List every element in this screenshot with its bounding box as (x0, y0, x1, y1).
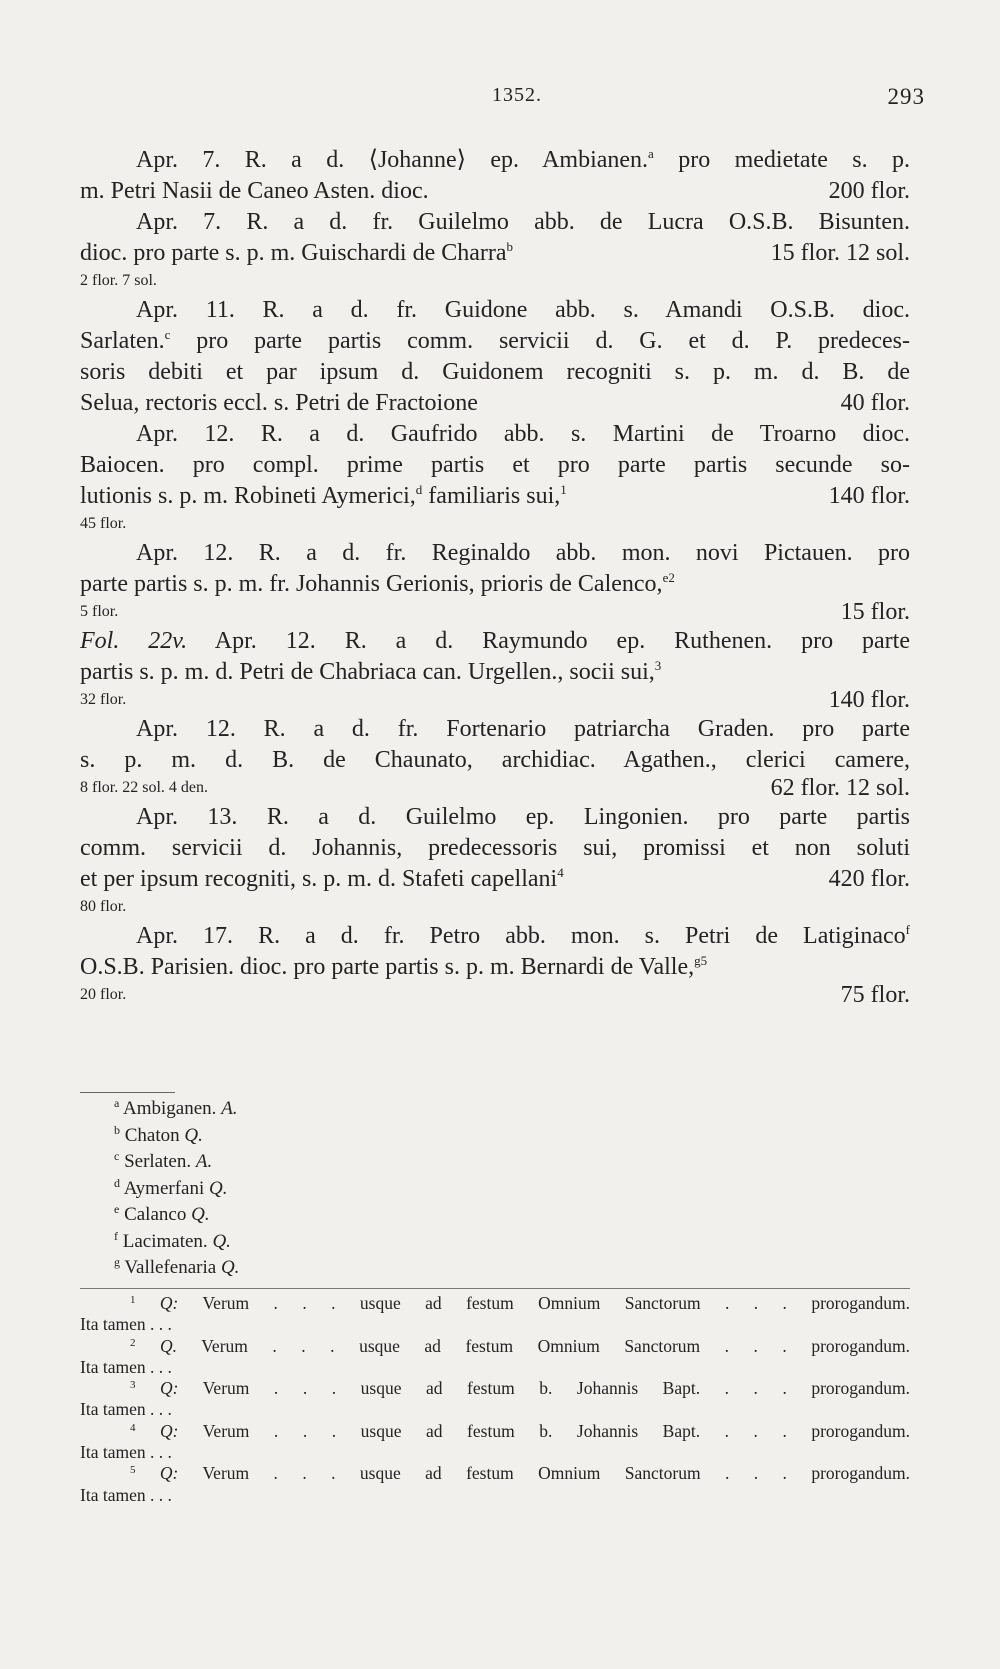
textual-note: $^f$ Lacimaten. Q. (114, 1228, 231, 1252)
footnote: $^5$ Q: Verum . . . usque ad festum Omnium Sanctorum . . . prorogandum. Ita tamen . . . (80, 1463, 910, 1505)
amount: 200 flor. (828, 178, 910, 204)
textual-note: $^d$ Aymerfani Q. (114, 1175, 228, 1199)
ledger-entries (80, 145, 910, 1009)
textual-note: $^e$ Calanco Q. (114, 1202, 210, 1225)
footnote: $^1$ Q: Verum . . . usque ad festum Omnium Sanctorum . . . prorogandum. Ita tamen . . . (80, 1293, 910, 1335)
sub-amount: 8 flor. 22 sol. 4 den. (80, 779, 208, 796)
ledger-entry: Apr. 12. R. a d. Gaufrido abb. s. Martini de Troarno dioc. Baiocen. pro compl. prime partis et pro parte partis secunde so- lutionis s. p. m. Robineti Aymerici,$^d$ familiaris sui,$^1$ 140 flor. 45 flor. (80, 419, 910, 538)
running-header (80, 84, 925, 114)
sub-amount: 2 flor. 7 sol. (80, 272, 157, 289)
amount: 420 flor. (828, 866, 910, 892)
ledger-entry: Apr. 13. R. a d. Guilelmo ep. Lingonien. pro parte partis comm. servicii d. Johannis, predecessoris sui, promissi et non soluti et per ipsum recogniti, s. p. m. d. Stafeti capellani$^4$ 420 flor. 80 flor. (80, 802, 910, 921)
amount: 140 flor. (828, 687, 910, 713)
textual-note: $^c$ Serlaten. A. (114, 1149, 213, 1172)
amount: 62 flor. 12 sol. (770, 775, 910, 801)
folio-reference: Fol. 22v. (80, 628, 188, 654)
textual-note: $^g$ Vallefenaria Q. (114, 1255, 240, 1278)
textual-note: $^a$ Ambiganen. A. (114, 1096, 238, 1119)
textual-note: $^b$ Chaton Q. (114, 1122, 203, 1146)
sub-amount: 32 flor. (80, 691, 127, 708)
footnote: $^2$ Q. Verum . . . usque ad festum Omnium Sanctorum . . . prorogandum. Ita tamen . . . (80, 1335, 910, 1377)
ledger-entry: Apr. 7. R. a d. fr. Guilelmo abb. de Lucra O.S.B. Bisunten. dioc. pro parte s. p. m. Guischardi de Charra$^b$ 15 flor. 12 sol. 2 flor. 7 sol. (80, 207, 910, 295)
sub-amount: 45 flor. (80, 515, 127, 532)
ledger-entry: Apr. 17. R. a d. fr. Petro abb. mon. s. Petri de Latiginaco$^f$ O.S.B. Parisien. dioc. pro parte partis s. p. m. Bernardi de Valle,$^{g5}$ 20 flor. 75 flor. (80, 922, 910, 1008)
sub-amount: 80 flor. (80, 898, 127, 915)
footnote-divider (80, 1288, 910, 1289)
amount: 15 flor. (840, 599, 910, 625)
running-year: 1352. (492, 84, 542, 106)
page-number: 293 (887, 84, 925, 109)
ledger-entry: Apr. 12. R. a d. fr. Fortenario patriarcha Graden. pro parte s. p. m. d. B. de Chaunato, archidiac. Agathen., clerici camere, 8 flor. 22 sol. 4 den. 62 flor. 12 sol. (80, 716, 910, 801)
sub-amount: 5 flor. (80, 603, 119, 620)
ledger-entry: Apr. 12. R. a d. fr. Reginaldo abb. mon. novi Pictauen. pro parte partis s. p. m. fr. Johannis Gerionis, prioris de Calenco,$^{e2}$ 5 flor. 15 flor. (80, 540, 910, 625)
footnote: $^3$ Q: Verum . . . usque ad festum b. Johannis Bapt. . . . prorogandum. Ita tamen . . . (80, 1378, 911, 1420)
textual-notes (114, 1096, 514, 1282)
amount: 15 flor. 12 sol. (770, 240, 910, 266)
ledger-entry: Apr. 7. R. a d. ⟨Johanne⟩ ep. Ambianen.$^a$ pro medietate s. p. m. Petri Nasii de Caneo Asten. dioc. 200 flor. (80, 145, 910, 207)
ledger-entry: Apr. 11. R. a d. fr. Guidone abb. s. Amandi O.S.B. dioc. Sarlaten.$^c$ pro parte partis comm. servicii d. G. et d. P. predeces- soris debiti et par ipsum d. Guidonem recogniti s. p. m. d. B. de Selua, rectoris eccl. s. Petri de Fractoione 40 flor. (80, 295, 910, 419)
amount: 75 flor. (840, 982, 910, 1008)
sub-amount: 20 flor. (80, 986, 127, 1003)
amount: 40 flor. (840, 390, 910, 416)
amount: 140 flor. (828, 483, 910, 509)
ledger-entry: Fol. 22v. Apr. 12. R. a d. Raymundo ep. Ruthenen. pro parte partis s. p. m. d. Petri de Chabriaca can. Urgellen., socii sui,$^3$ 32 flor. 140 flor. (80, 628, 910, 713)
footnote-divider (80, 1092, 175, 1093)
numbered-footnotes (80, 1293, 910, 1506)
footnote: $^4$ Q: Verum . . . usque ad festum b. Johannis Bapt. . . . prorogandum. Ita tamen . . . (80, 1420, 911, 1463)
